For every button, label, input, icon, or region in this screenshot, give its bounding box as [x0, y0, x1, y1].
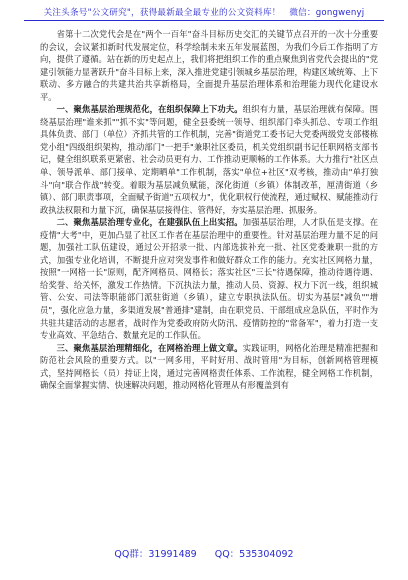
footer-qq-number: QQ：535304092 [214, 549, 294, 560]
section-2-heading: 二、聚焦基层治理专业化，在建强队伍上出实招。 [56, 217, 243, 228]
page-footer [0, 546, 408, 560]
header-promo-text: 关注头条号"公文研究"，获得最新最全最专业的公文资料库！ [43, 8, 281, 18]
section-2-text: 加强基层治理，人才队伍是支撑。在疫情"大考"中，更加凸显了社区工作者在基层治理中的重要性。针对基层治理力量不足的问题，加强社工队伍建设，通过公开招录一批、内部选拔补充一批、社区党委兼职一批的方式，加强专业化培训，不断提升应对突发事件和做好群众工作的能力。充实社区网格力量，按照"一网格一长"原则，配齐网格员、网格长；落实社区"三长"待遇保障，推动待遇待遇、给奖誉、给关怀，激发工作热情。下沉执法力量，推动人员、资源、权力下沉一线，组织城管、公安、司法等职能部门派驻街道（乡镇），建立专职执法队伍。切实为基层"减负""增员"，强化应急力量，多渠道发展"普通排"建制，由在职党员、干部组成应急队伍，平时作为共驻共建活动的志愿者，战时作为党委政府防火防汛、疫情防控的"常备军"，着力打造一支专业高效、平急结合、数量充足的工作队伍。 [40, 217, 378, 341]
section-3-text: 实践证明，网格化治理是精准把握和防范社会风险的重要方式。以"一网多用，平时好用、战时管用"为目标，创新网格管理模式，坚持网格长（员）持证上岗，通过完善网格责任体系、工作流程，健全网格工作机制，确保全面掌握实情、快速解决问题，推动网格化管理从有形覆盖到有 [40, 342, 378, 391]
header-wechat-text: 微信：gongwenyj [289, 8, 365, 18]
section-3-paragraph [40, 342, 378, 392]
section-2-paragraph [40, 216, 378, 341]
section-1-paragraph [40, 103, 378, 216]
section-3-heading: 三、聚焦基层治理精细化，在网格治理上做文章。 [56, 342, 243, 353]
header-divider [24, 20, 384, 21]
paragraph-text: 省第十二次党代会是在"两个一百年"奋斗目标历史交汇的关键节点召开的一次十分重要的会议，会议紧扣新时代发展定位，科学绘制未来五年发展蓝图，为我们今后工作指明了方向，提供了遵循。站在新的历史起点上，我们将把组织工作的重点聚焦到省党代会提出的"党建引领能力显著跃升"奋斗目标上来，深入推进党建引领城乡基层治理，构建区域统筹、上下联动、多方融合的共建共治共享新格局，全面提升基层治理体系和治理能力现代化建设水平。 [40, 29, 378, 102]
page-header [0, 6, 408, 18]
document-body [40, 28, 378, 392]
section-1-heading: 一、聚焦基层治理规范化，在组织保障上下功夫。 [56, 104, 243, 115]
section-1-text: 组织有力量，基层治理就有保障。围绕基层治理"谁来抓""抓不实"等问题，健全县委统一领导、组织部门牵头抓总、专项工作组具体负责、部门（单位）齐抓共管的工作机制，完善"街道党工委书记大党委两级党支部楼栋党小组"四级组织架构，推动部门"一把手"兼职社区委员，机关党组织副书记任职网格支部书记，健全组织联系更紧密、社会动员更有力、工作推动更顺畅的工作体系。大力推行"社区点单、领导派单、部门接单、定期晒单"工作机制，落实"单位+社区"双考核，推动由"单打独斗"向"联合作战"转变。着眼为基层减负赋能，深化街道（乡镇）体制改革，厘清街道（乡镇）、部门职责事项，全面赋予街道"五项权力"，优化职权行使流程，通过赋权、赋能推动行政执法权限和力量下沉，确保基层接得住、管得好，夯实基层治理、抓服务。 [40, 104, 378, 215]
intro-paragraph [40, 28, 378, 103]
footer-qq-group: QQ群：31991489 [114, 549, 197, 560]
